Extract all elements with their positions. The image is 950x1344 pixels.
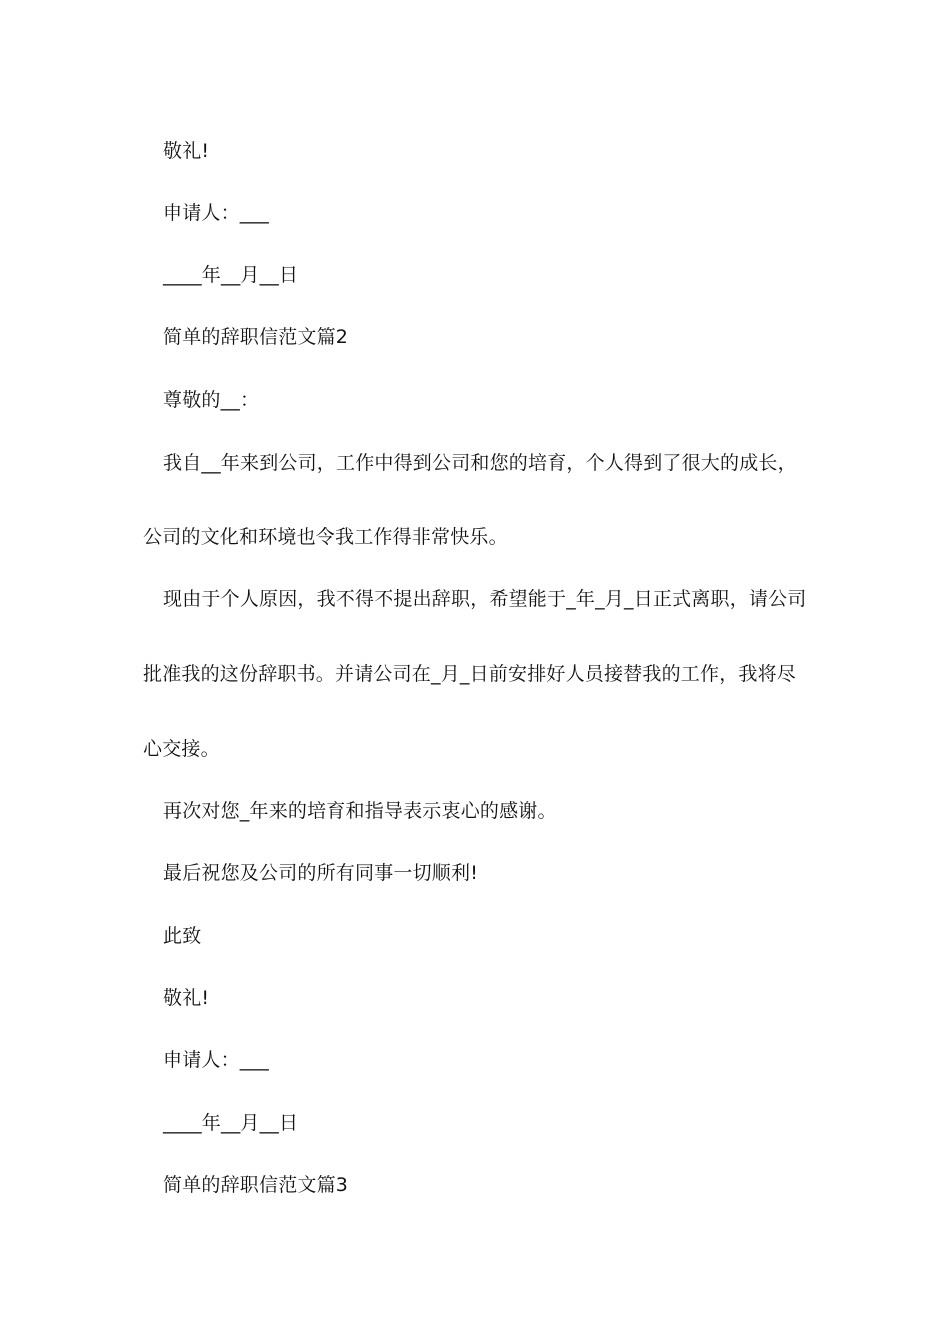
paragraph-text: 最后祝您及公司的所有同事一切顺利! — [163, 862, 479, 884]
paragraph-text: 公司的文化和环境也令我工作得非常快乐。 — [143, 526, 508, 548]
closing-phrase: 此致 — [163, 925, 202, 947]
closing-salutation: 敬礼! — [163, 987, 210, 1009]
applicant-line: 申请人：___ — [163, 202, 269, 224]
section-heading: 简单的辞职信范文篇2 — [163, 326, 349, 348]
paragraph-text: 再次对您_年来的培育和指导表示衷心的感谢。 — [163, 800, 557, 822]
paragraph-text: 心交接。 — [143, 738, 220, 760]
paragraph-text: 我自__年来到公司，工作中得到公司和您的培育，个人得到了很大的成长， — [163, 452, 797, 474]
paragraph-text: 现由于个人原因，我不得不提出辞职，希望能于_年_月_日正式离职，请公司 — [163, 588, 807, 610]
date-line: ____年__月__日 — [163, 1112, 299, 1134]
paragraph-text: 批准我的这份辞职书。并请公司在_月_日前安排好人员接替我的工作，我将尽 — [143, 663, 797, 685]
section-heading: 简单的辞职信范文篇3 — [163, 1174, 349, 1196]
date-line: ____年__月__日 — [163, 264, 299, 286]
applicant-line: 申请人：___ — [163, 1049, 269, 1071]
greeting: 尊敬的__： — [163, 389, 260, 411]
closing-salutation: 敬礼! — [163, 140, 210, 162]
